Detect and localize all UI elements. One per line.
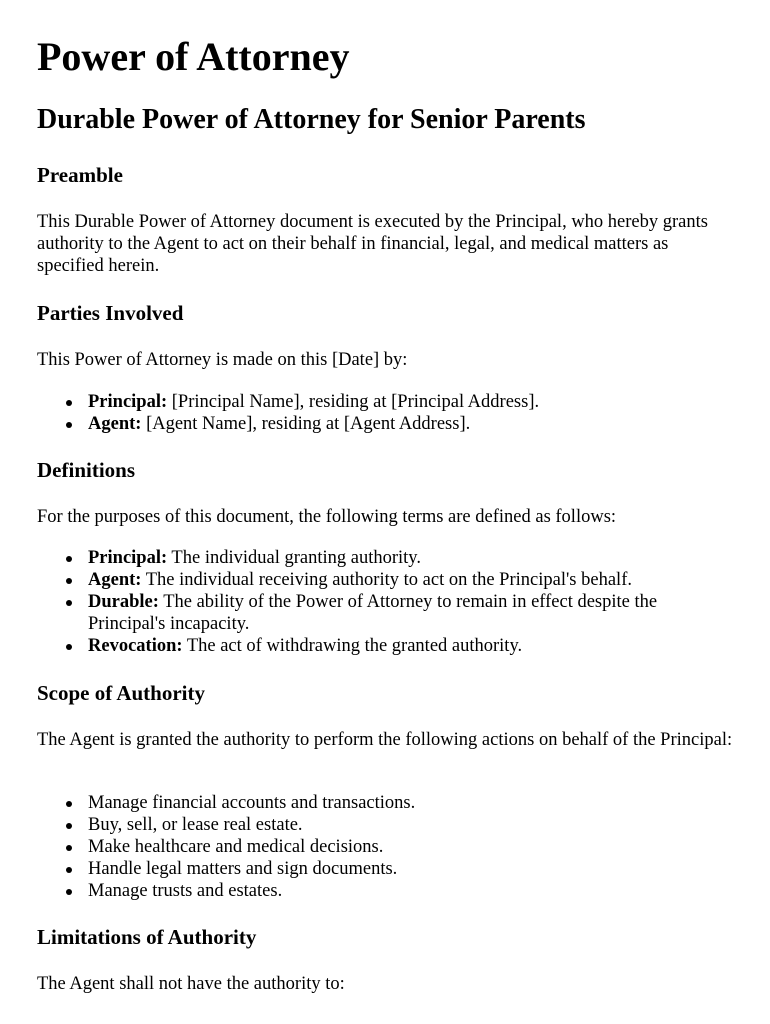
limitations-intro: The Agent shall not have the authority to:	[37, 974, 345, 994]
definition-term: Principal:	[88, 548, 168, 568]
list-item: Manage financial accounts and transactions.	[88, 792, 738, 814]
party-term: Principal:	[88, 392, 168, 412]
definition-text: The act of withdrawing the granted authority.	[182, 636, 523, 656]
list-item: Buy, sell, or lease real estate.	[88, 814, 738, 836]
parties-intro: This Power of Attorney is made on this [Date] by:	[37, 350, 408, 370]
party-text: [Agent Name], residing at [Agent Address].	[141, 414, 471, 434]
list-item	[88, 391, 738, 413]
list-item: Handle legal matters and sign documents.	[88, 858, 738, 880]
preamble-text: This Durable Power of Attorney document is executed by the Principal, who hereby grants authority to the Agent to act on their behalf in financial, legal, and medical matters as specified herein.	[37, 212, 708, 276]
parties-list	[37, 391, 738, 435]
scope-list	[37, 792, 738, 902]
definitions-list	[37, 547, 738, 657]
party-term: Agent:	[88, 414, 142, 434]
definition-term: Durable:	[88, 592, 159, 612]
document-title: Power of Attorney	[37, 34, 350, 79]
document-subtitle: Durable Power of Attorney for Senior Parents	[37, 104, 586, 135]
scope-heading: Scope of Authority	[37, 681, 205, 705]
limitations-heading: Limitations of Authority	[37, 925, 257, 949]
definition-text: The ability of the Power of Attorney to remain in effect despite the Principal's incapacity.	[88, 592, 658, 634]
list-item	[88, 547, 738, 569]
definition-term: Revocation:	[88, 636, 183, 656]
definition-text: The individual receiving authority to act on the Principal's behalf.	[141, 570, 632, 590]
list-item	[88, 635, 738, 657]
party-text: [Principal Name], residing at [Principal Address].	[167, 392, 540, 412]
list-item	[88, 569, 738, 591]
definition-text: The individual granting authority.	[167, 548, 421, 568]
parties-heading: Parties Involved	[37, 301, 184, 325]
list-item	[88, 413, 738, 435]
definition-term: Agent:	[88, 570, 142, 590]
definitions-heading: Definitions	[37, 458, 136, 482]
list-item: Manage trusts and estates.	[88, 880, 738, 902]
scope-intro: The Agent is granted the authority to perform the following actions on behalf of the Principal:	[37, 730, 733, 750]
list-item: Make healthcare and medical decisions.	[88, 836, 738, 858]
list-item	[88, 591, 738, 635]
preamble-heading: Preamble	[37, 163, 123, 187]
definitions-intro: For the purposes of this document, the following terms are defined as follows:	[37, 507, 617, 527]
